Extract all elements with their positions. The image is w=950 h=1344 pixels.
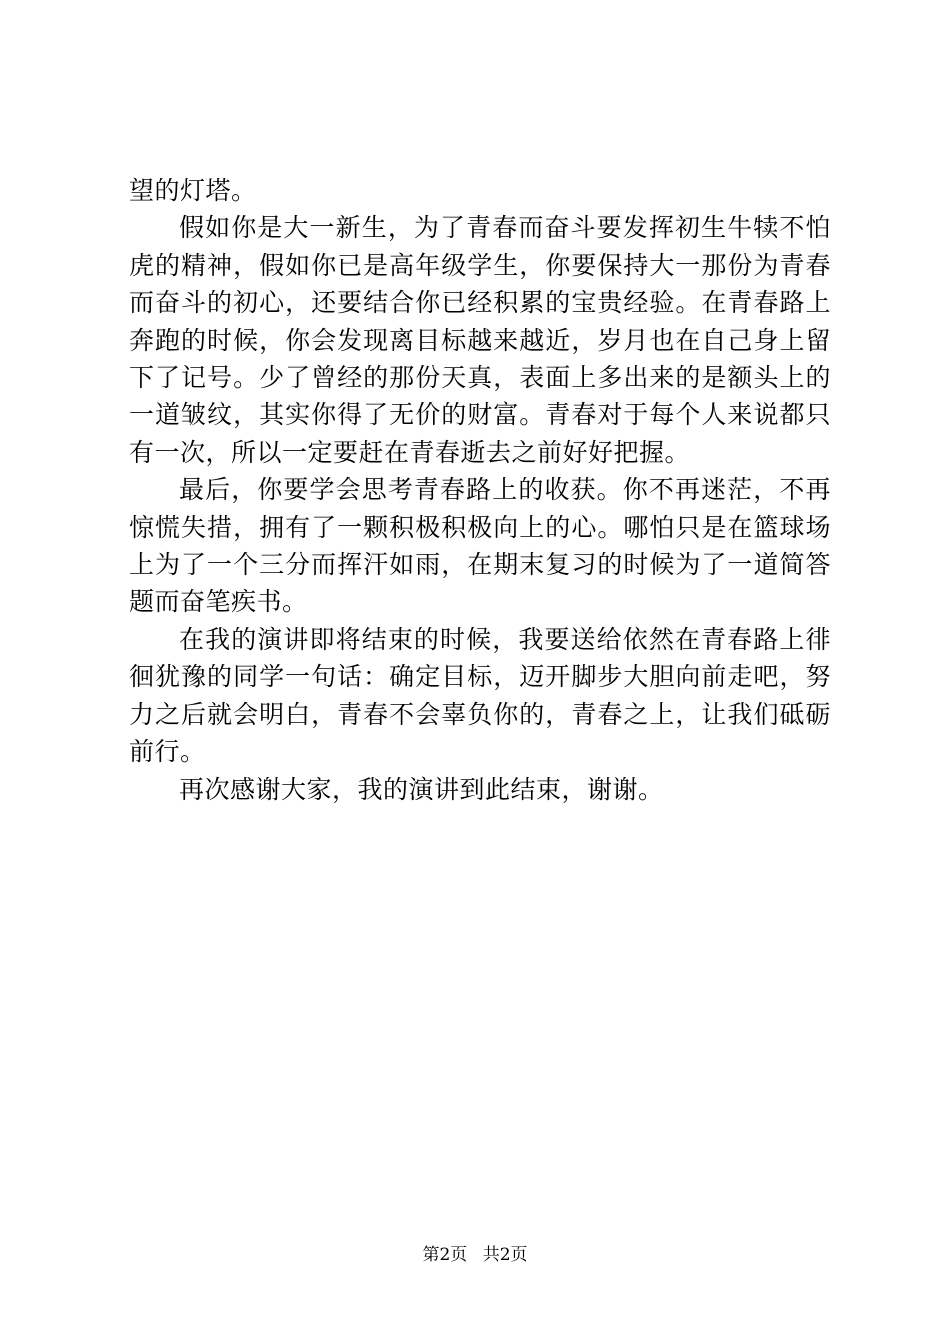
document-body [129,172,831,808]
paragraph: 最后，你要学会思考青春路上的收获。你不再迷茫，不再惊慌失措，拥有了一颗积极积极向上的心。哪怕只是在篮球场上为了一个三分而挥汗如雨，在期末复习的时候为了一道简答题而奋笔疾书。 [129,475,831,617]
page-number: 第2页 [422,1245,468,1265]
paragraph-closing: 再次感谢大家，我的演讲到此结束，谢谢。 [179,774,664,804]
paragraph: 在我的演讲即将结束的时候，我要送给依然在青春路上徘徊犹豫的同学一句话：确定目标，迈开脚步大胆向前走吧，努力之后就会明白，青春不会辜负你的，青春之上，让我们砥砺前行。 [129,624,831,767]
page-total: 共2页 [482,1245,528,1265]
paragraph-continuation: 望的灯塔。 [129,176,257,205]
page-footer [0,1244,950,1266]
paragraph: 假如你是大一新生，为了青春而奋斗要发挥初生牛犊不怕虎的精神，假如你已是高年级学生，你要保持大一那份为青春而奋斗的初心，还要结合你已经积累的宝贵经验。在青春路上奔跑的时候，你会发现离目标越来越近，岁月也在自己身上留下了记号。少了曾经的那份天真，表面上多出来的是额头上的一道皱纹，其实你得了无价的财富。青春对于每个人来说都只有一次，所以一定要赶在青春逝去之前好好把握。 [129,213,831,467]
